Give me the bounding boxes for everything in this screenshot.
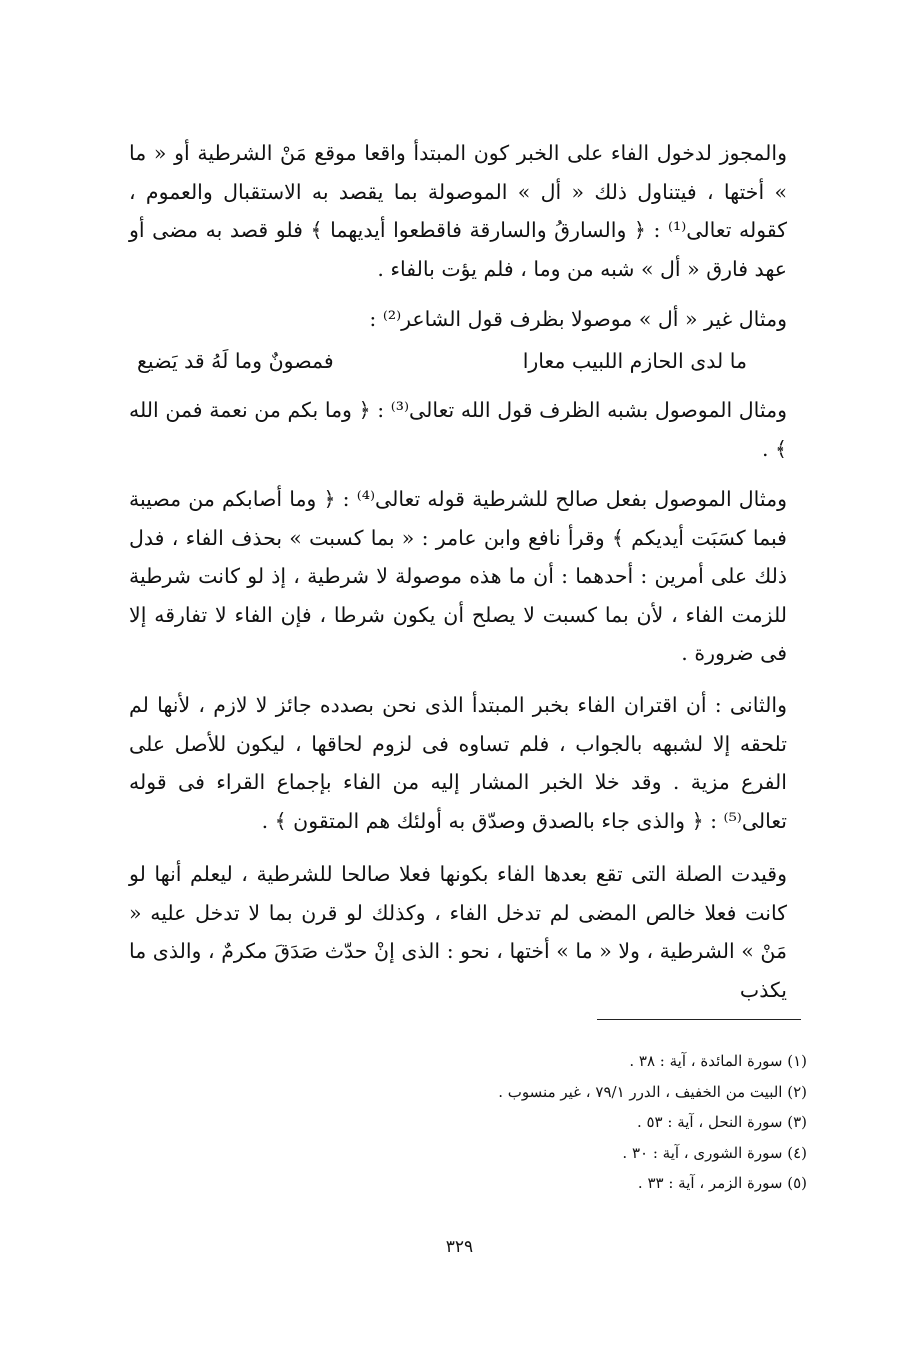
footnote-item: (٥) سورة الزمر ، آية : ٣٣ . [637, 1174, 807, 1192]
paragraph-1: والمجوز لدخول الفاء على الخبر كون المبتدأ واقعا موقع مَنْ الشرطية أو « ما » أختها ، فيتناول ذلك « أل » الموصولة بما يقصد به الاستقبال والعموم ، كقوله تعالى⁽¹⁾ : ﴿ والسارقُ والسارقة فاقطعوا أيديهما ﴾ فلو قصد به مضى أو عهد فارق « أل » شبه من وما ، فلم يؤت بالفاء . [129, 141, 787, 281]
poetry-verse [129, 342, 787, 380]
footnote-item: (٣) سورة النحل ، آية : ٥٣ . [636, 1113, 807, 1131]
paragraph-3: ومثال الموصول بشبه الظرف قول الله تعالى⁽³⁾ : ﴿ وما بكم من نعمة فمن الله ﴾ . [129, 398, 787, 461]
page-number: ٣٢٩ [445, 1237, 474, 1257]
footnote-item: (١) سورة المائدة ، آية : ٣٨ . [629, 1052, 807, 1070]
verse-hemistich-1: ما لدى الحازم اللبيب معارا [522, 349, 747, 373]
footnote-item: (٤) سورة الشورى ، آية : ٣٠ . [622, 1143, 807, 1162]
paragraph-2: ومثال غير « أل » موصولا بظرف قول الشاعر⁽²⁾ : [369, 307, 787, 331]
verse-hemistich-2: فمصونٌ وما لَهُ قد يَضيع [137, 349, 334, 373]
paragraph-4: ومثال الموصول بفعل صالح للشرطية قوله تعالى⁽⁴⁾ : ﴿ وما أصابكم من مصيبة فبما كسَبَت أيديكم ﴾ وقرأ نافع وابن عامر : « بما كسبت » بحذف الفاء ، فدل ذلك على أمرين : أحدهما : أن ما هذه موصولة لا شرطية ، إذ لو كانت شرطية للزمت الفاء ، لأن بما كسبت لا يصلح أن يكون شرطا ، فإن الفاء لا تفارقه إلا فى ضرورة . [129, 487, 787, 666]
footnote-separator [597, 1019, 801, 1020]
paragraph-6: وقيدت الصلة التى تقع بعدها الفاء بكونها فعلا صالحا للشرطية ، ليعلم أنها لو كانت فعلا خالص المضى لم تدخل الفاء ، وكذلك لو قرن بما لا تدخل عليه « مَنْ » الشرطية ، ولا « ما » أختها ، نحو : الذى إنْ حدّث صَدَقَ مكرمٌ ، والذى ما يكذب [129, 862, 787, 1002]
footnotes-list [307, 1046, 807, 1199]
footnote-item: (٢) البيت من الخفيف ، الدرر ٧٩/١ ، غير منسوب . [498, 1082, 807, 1101]
paragraph-5: والثانى : أن اقتران الفاء بخبر المبتدأ الذى نحن بصدده جائز لا لازم ، لأنها لم تلحقه إلا لشبهه بالجواب ، فلم تساوه فى لزوم لحاقها ، ليكون للأصل على الفرع مزية . وقد خلا الخبر المشار إليه من الفاء بإجماع القراء فى قوله تعالى⁽⁵⁾ : ﴿ والذى جاء بالصدق وصدّق به أولئك هم المتقون ﴾ . [129, 693, 787, 833]
